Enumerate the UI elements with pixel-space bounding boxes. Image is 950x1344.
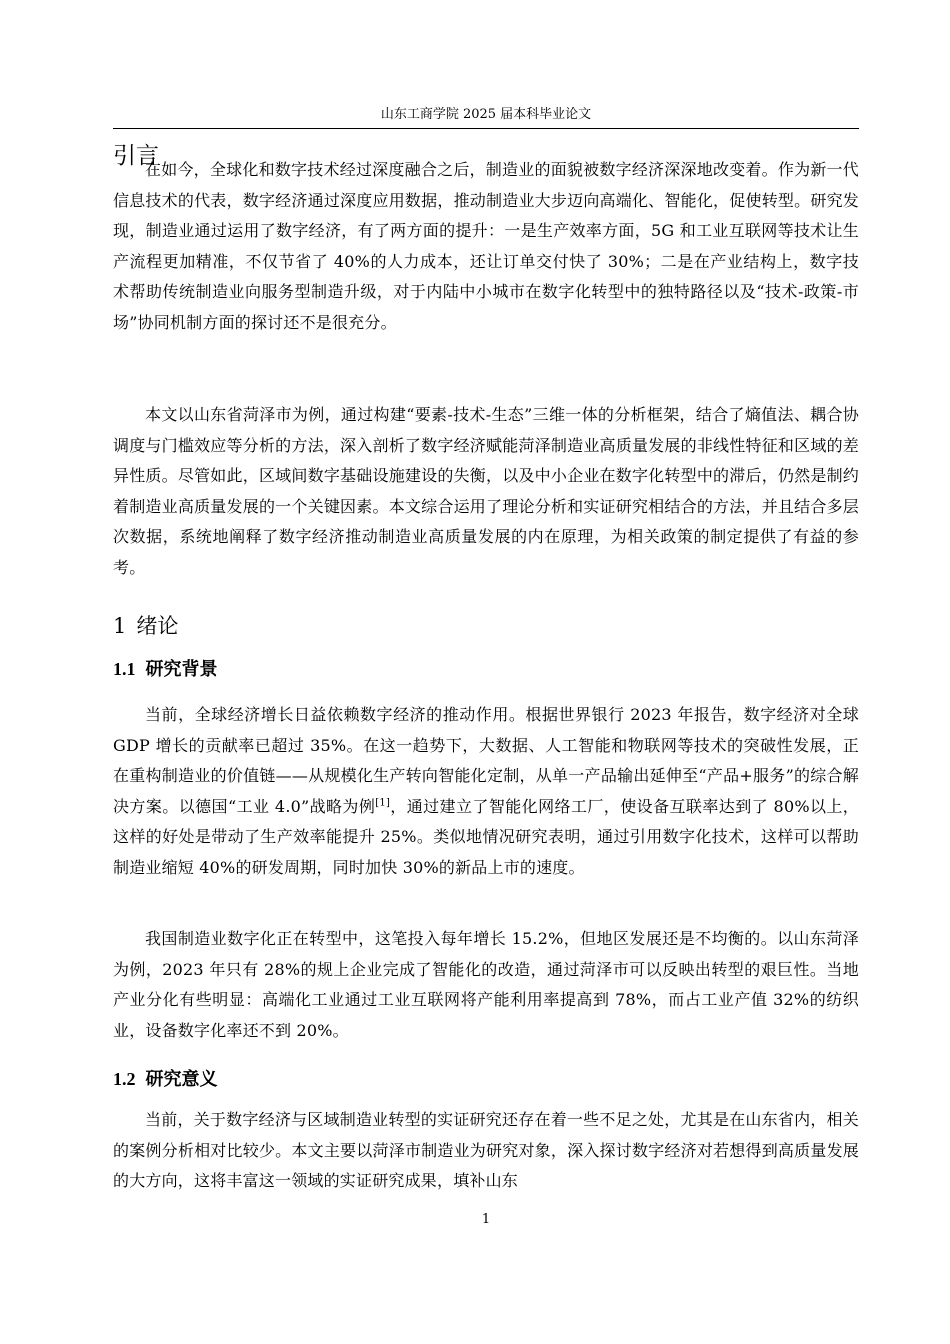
chapter-number: 1 bbox=[113, 614, 127, 638]
chapter-1-heading bbox=[113, 612, 178, 640]
intro-paragraph-2: 本文以山东省菏泽市为例，通过构建“要素-技术-生态”三维一体的分析框架，结合了熵值法、耦合协调度与门槛效应等分析的方法，深入剖析了数字经济赋能菏泽制造业高质量发展的非线性特征和区域的差异性质。尽管如此，区域间数字基础设施建设的失衡，以及中小企业在数字化转型中的滞后，仍然是制约着制造业高质量发展的一个关键因素。本文综合运用了理论分析和实证研究相结合的方法，并且结合多层次数据，系统地阐释了数字经济推动制造业高质量发展的内在原理，为相关政策的制定提供了有益的参考。 bbox=[113, 405, 859, 577]
background-paragraph-2: 我国制造业数字化正在转型中，这笔投入每年增长 15.2%，但地区发展还是不均衡的。以山东菏泽为例，2023 年只有 28%的规上企业完成了智能化的改造，通过菏泽市可以反映出转型的艰巨性。当地产业分化有些明显：高端化工业通过工业互联网将产能利用率提高到 78%，而占工业产值 32%的纺织业，设备数字化率还不到 20%。 bbox=[113, 929, 859, 1040]
background-paragraph-1: 当前，全球经济增长日益依赖数字经济的推动作用。根据世界银行 2023 年报告，数字经济对全球 GDP 增长的贡献率已超过 35%。在这一趋势下，大数据、人工智能和物联网等技术的突破性发展，正在重构制造业的价值链——从规模化生产转向智能化定制，从单一产品输出延伸至“产品+服务”的综合解决方案。以德国“工业 4.0”战略为例[1]，通过建立了智能化网络工厂，使设备互联率达到了 80%以上，这样的好处是带动了生产效率能提升 25%。类似地情况研究表明，通过引用数字化技术，这样可以帮助制造业缩短 40%的研发周期，同时加快 30%的新品上市的速度。 bbox=[113, 705, 859, 877]
section-title: 研究背景 bbox=[145, 659, 218, 680]
header-rule bbox=[113, 128, 859, 129]
intro-title: 引言 bbox=[113, 143, 159, 169]
page-number: 1 bbox=[481, 1212, 491, 1227]
section-1-2-heading bbox=[113, 1066, 218, 1093]
intro-paragraph-1: 在如今，全球化和数字技术经过深度融合之后，制造业的面貌被数字经济深深地改变着。作为新一代信息技术的代表，数字经济通过深度应用数据，推动制造业大步迈向高端化、智能化，促使转型。研究发现，制造业通过运用了数字经济，有了两方面的提升：一是生产效率方面，5G 和工业互联网等技术让生产流程更加精准，不仅节省了 40%的人力成本，还让订单交付快了 30%；二是在产业结构上，数字技术帮助传统制造业向服务型制造升级，对于内陆中小城市在数字化转型中的独特路径以及“技术-政策-市场”协同机制方面的探讨还不是很充分。 bbox=[113, 160, 859, 332]
significance-paragraph-1: 当前，关于数字经济与区域制造业转型的实证研究还存在着一些不足之处，尤其是在山东省内，相关的案例分析相对比较少。本文主要以菏泽市制造业为研究对象，深入探讨数字经济对若想得到高质量发展的大方向，这将丰富这一领域的实证研究成果，填补山东 bbox=[113, 1110, 859, 1191]
running-header: 山东工商学院 2025 届本科毕业论文 bbox=[380, 107, 592, 122]
citation-1[interactable]: [1] bbox=[375, 797, 391, 809]
section-number: 1.1 bbox=[113, 659, 136, 679]
section-1-1-heading bbox=[113, 656, 218, 683]
chapter-title: 绪论 bbox=[136, 614, 179, 638]
section-number: 1.2 bbox=[113, 1069, 136, 1089]
section-title: 研究意义 bbox=[145, 1069, 218, 1090]
